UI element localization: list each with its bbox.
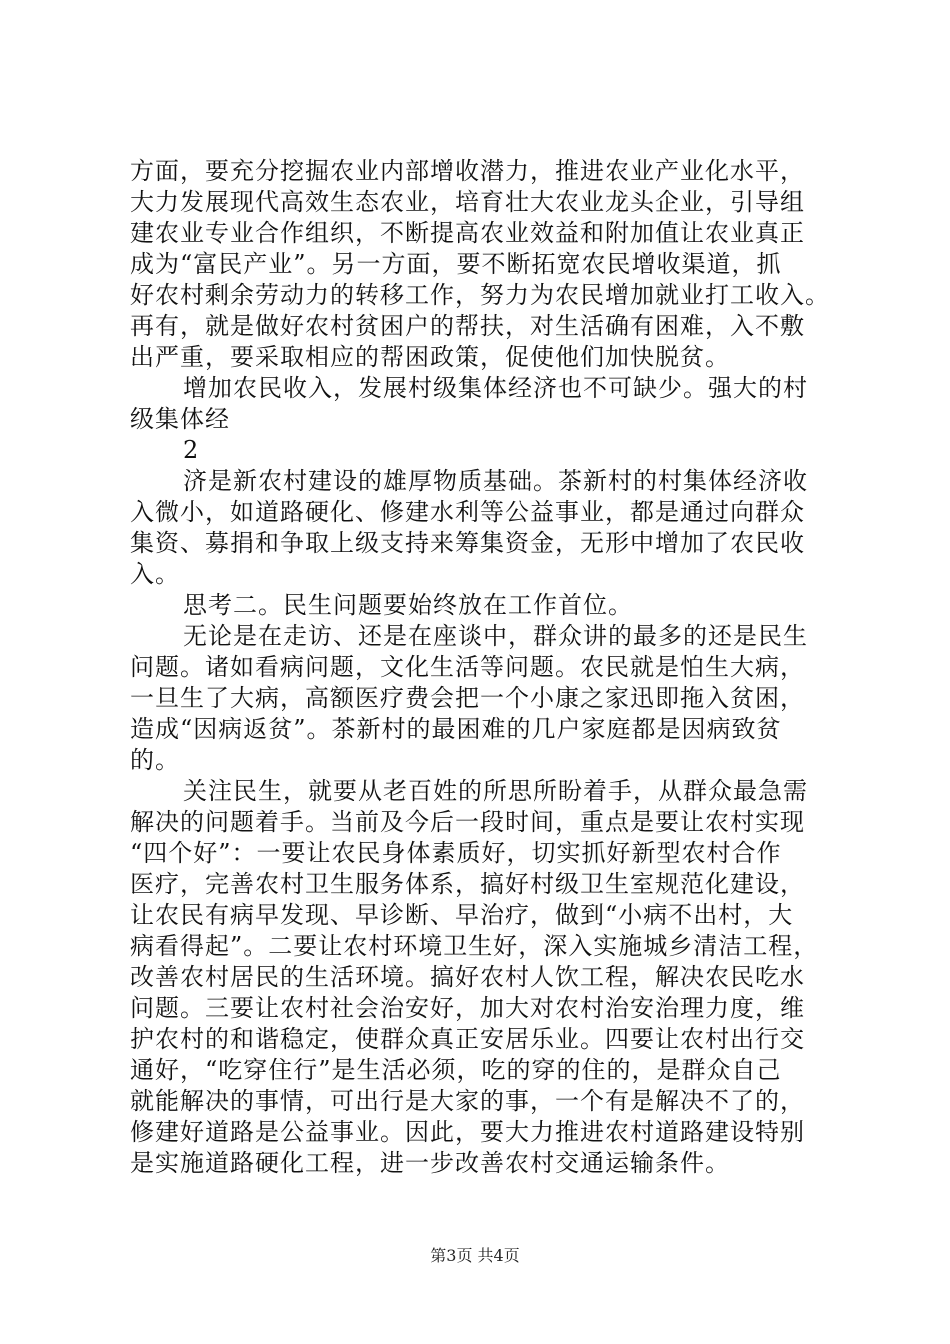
text-line: 改善农村居民的生活环境。搞好农村人饮工程，解决农民吃水 (130, 963, 805, 991)
text-line: 出严重，要采取相应的帮困政策，促使他们加快脱贫。 (130, 343, 730, 371)
text-line: 问题。三要让农村社会治安好，加大对农村治安治理力度，维 (130, 994, 805, 1022)
text-line: 入。 (130, 560, 180, 588)
text-line: 一旦生了大病，高额医疗费会把一个小康之家迅即拖入贫困， (130, 684, 805, 712)
text-line: 就能解决的事情，可出行是大家的事，一个有是解决不了的， (130, 1087, 805, 1115)
text-line: 让农民有病早发现、早诊断、早治疗，做到“小病不出村，大 (130, 901, 794, 929)
text-line: 医疗，完善农村卫生服务体系，搞好村级卫生室规范化建设， (130, 870, 805, 898)
text-line: 济是新农村建设的雄厚物质基础。茶新村的村集体经济收 (183, 467, 808, 495)
text-line: 大力发展现代高效生态农业，培育壮大农业龙头企业，引导组 (130, 188, 805, 216)
text-line: “四个好”：一要让农民身体素质好，切实抓好新型农村合作 (130, 839, 782, 867)
text-line: 问题。诸如看病问题，文化生活等问题。农民就是怕生大病， (130, 653, 805, 681)
text-line: 思考二。民生问题要始终放在工作首位。 (183, 591, 633, 619)
body-text (130, 156, 830, 1179)
text-line: 再有，就是做好农村贫困户的帮扶，对生活确有困难，入不敷 (130, 312, 805, 340)
text-line: 好农村剩余劳动力的转移工作，努力为农民增加就业打工收入。 (130, 281, 830, 309)
text-line: 入微小，如道路硬化、修建水利等公益事业，都是通过向群众 (130, 498, 805, 526)
text-line: 护农村的和谐稳定，使群众真正安居乐业。四要让农村出行交 (130, 1025, 805, 1053)
text-line: 增加农民收入，发展村级集体经济也不可缺少。强大的村 (183, 374, 808, 402)
text-line: 修建好道路是公益事业。因此，要大力推进农村道路建设特别 (130, 1118, 805, 1146)
text-line: 建农业专业合作组织，不断提高农业效益和附加值让农业真正 (130, 219, 805, 247)
text-line: 方面，要充分挖掘农业内部增收潜力，推进农业产业化水平， (130, 157, 805, 185)
text-line: 级集体经 (130, 405, 230, 433)
text-line: 无论是在走访、还是在座谈中，群众讲的最多的还是民生 (183, 622, 808, 650)
text-line: 通好，“吃穿住行”是生活必须，吃的穿的住的，是群众自己 (130, 1056, 782, 1084)
text-line: 的。 (130, 746, 180, 774)
text-line: 关注民生，就要从老百姓的所思所盼着手，从群众最急需 (183, 777, 808, 805)
text-line: 解决的问题着手。当前及今后一段时间，重点是要让农村实现 (130, 808, 805, 836)
text-line: 集资、募捐和争取上级支持来筹集资金，无形中增加了农民收 (130, 529, 805, 557)
text-line: 是实施道路硬化工程，进一步改善农村交通运输条件。 (130, 1149, 730, 1177)
text-line: 病看得起”。二要让农村环境卫生好，深入实施城乡清洁工程， (130, 932, 819, 960)
text-line: 成为“富民产业”。另一方面，要不断拓宽农民增收渠道，抓 (130, 250, 782, 278)
text-line: 造成“因病返贫”。茶新村的最困难的几户家庭都是因病致贫 (130, 715, 782, 743)
text-line: 2 (183, 436, 200, 464)
page-number: 第3页 共4页 (430, 1246, 520, 1265)
